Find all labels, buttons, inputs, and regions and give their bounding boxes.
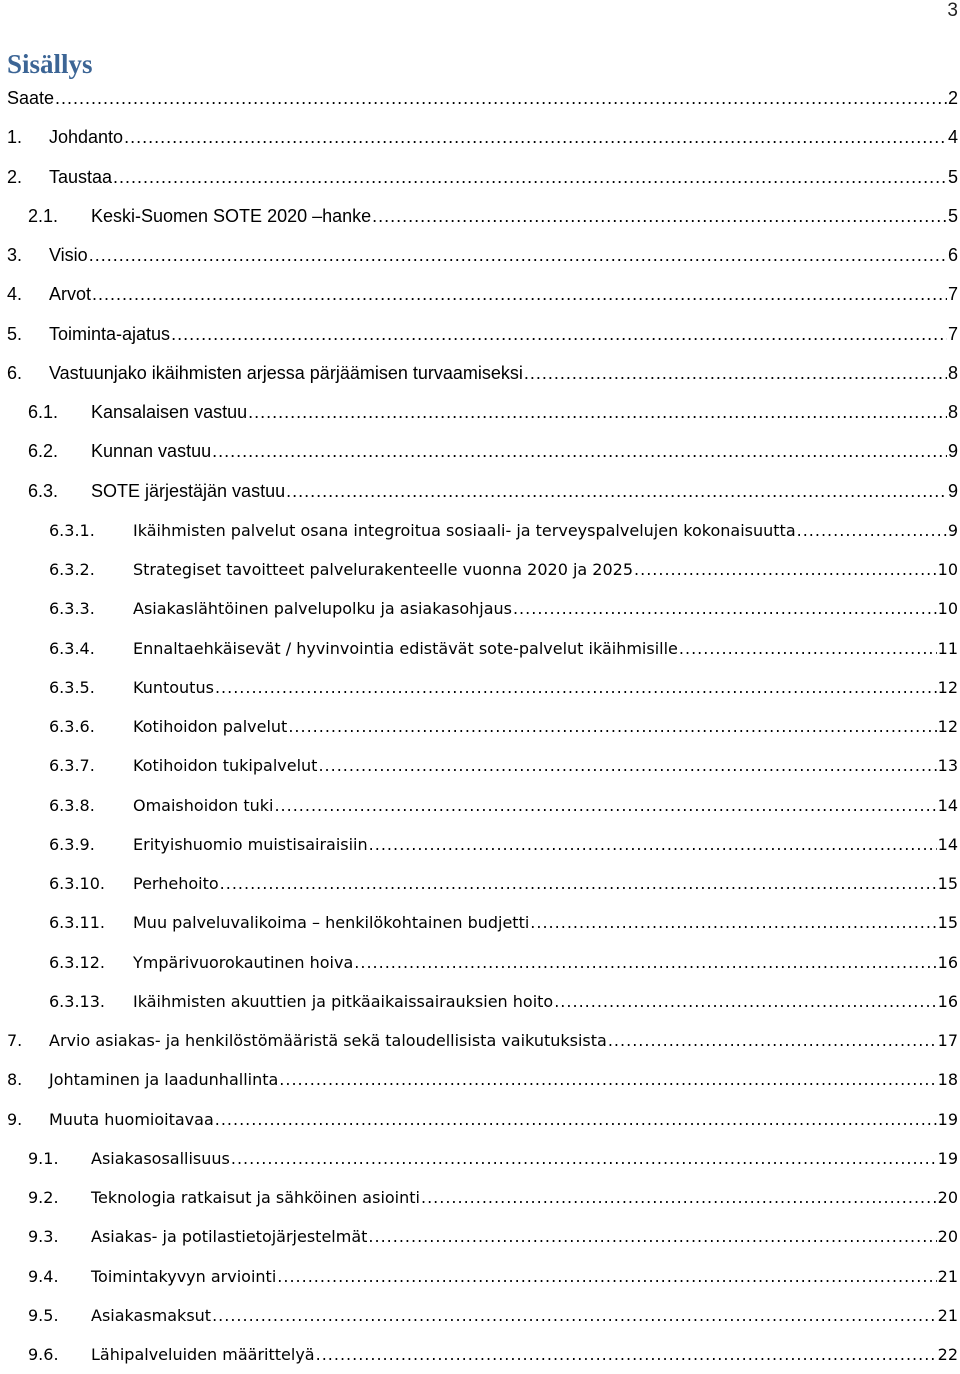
toc-entry-line (49, 1060, 958, 1099)
toc-entry-line (133, 943, 958, 982)
toc-entry-number: 6.3.7. (49, 756, 95, 776)
toc-entry-line (91, 393, 958, 432)
toc-entry-page[interactable]: 7 (947, 284, 958, 305)
toc-entry-page[interactable]: 10 (937, 599, 958, 619)
toc-entry-line (133, 903, 958, 942)
toc-entry[interactable] (0, 943, 960, 982)
table-of-contents (0, 79, 960, 1374)
toc-entry-number: 3. (7, 245, 23, 265)
toc-entry[interactable] (0, 472, 960, 511)
toc-entry-title[interactable]: Erityishuomio muistisairaisiin (133, 834, 368, 854)
toc-dot-leader (215, 1100, 937, 1139)
toc-entry-page[interactable]: 20 (937, 1188, 958, 1207)
toc-entry[interactable] (0, 315, 960, 354)
toc-entry-number: 4. (7, 284, 23, 305)
toc-entry-title[interactable]: Ennaltaehkäisevät / hyvinvointia edistävät sote-palvelut ikäihmisille (133, 638, 678, 658)
toc-entry-line (91, 1335, 958, 1374)
toc-entry-page[interactable]: 10 (937, 560, 958, 579)
toc-entry-page[interactable]: 5 (947, 205, 958, 226)
toc-entry-number: 6.3.12. (49, 952, 105, 972)
toc-entry[interactable] (0, 589, 960, 628)
toc-entry-title[interactable]: Asiakas- ja potilastietojärjestelmät (91, 1227, 368, 1247)
toc-entry-title[interactable]: Kotihoidon palvelut (133, 717, 288, 736)
toc-dot-leader (513, 589, 937, 628)
toc-dot-leader (124, 118, 947, 157)
toc-entry[interactable] (0, 158, 960, 197)
toc-entry-line (91, 1178, 958, 1217)
toc-entry-page[interactable]: 15 (937, 913, 958, 933)
page-number: 3 (947, 0, 958, 21)
toc-entry-line (91, 197, 958, 236)
toc-entry-line (49, 275, 958, 314)
toc-entry-page[interactable]: 13 (937, 756, 958, 776)
toc-entry-line (49, 354, 958, 393)
toc-entry-page[interactable]: 9 (947, 520, 958, 540)
toc-entry-number: 9. (7, 1109, 23, 1129)
toc-entry-page[interactable]: 17 (937, 1031, 958, 1050)
toc-entry-page[interactable]: 7 (947, 323, 958, 344)
toc-entry[interactable] (0, 864, 960, 903)
toc-dot-leader (89, 236, 947, 275)
toc-dot-leader (92, 275, 947, 314)
toc-entry-title[interactable]: Muuta huomioitavaa (49, 1109, 214, 1129)
toc-entry[interactable] (0, 707, 960, 746)
toc-dot-leader (212, 1296, 937, 1335)
toc-entry[interactable] (0, 1021, 960, 1060)
toc-entry-title[interactable]: Kuntoutus (133, 677, 214, 697)
toc-entry-title[interactable]: Ympärivuorokautinen hoiva (133, 952, 354, 972)
toc-entry[interactable] (0, 668, 960, 707)
toc-entry-title[interactable]: Kotihoidon tukipalvelut (133, 756, 318, 776)
toc-entry[interactable] (0, 275, 960, 314)
toc-entry-title[interactable]: SOTE järjestäjän vastuu (91, 480, 286, 501)
toc-entry-number: 9.2. (28, 1188, 59, 1207)
toc-entry-page[interactable]: 8 (947, 362, 958, 383)
toc-dot-leader (231, 1139, 937, 1178)
toc-entry-number: 6.3.4. (49, 638, 95, 658)
toc-entry-number: 9.5. (28, 1305, 59, 1325)
toc-entry[interactable] (0, 786, 960, 825)
toc-dot-leader (286, 472, 947, 511)
toc-entry-number: 6.3.8. (49, 795, 95, 815)
toc-entry-line (49, 236, 958, 275)
toc-entry[interactable] (0, 550, 960, 589)
toc-entry[interactable] (0, 1139, 960, 1178)
toc-dot-leader (274, 786, 936, 825)
toc-dot-leader (530, 903, 936, 942)
toc-dot-leader (171, 315, 947, 354)
toc-entry-title[interactable]: Saate (7, 88, 55, 108)
toc-dot-leader (215, 668, 937, 707)
toc-entry-page[interactable]: 15 (937, 874, 958, 893)
toc-entry-page[interactable]: 14 (937, 795, 958, 815)
toc-entry[interactable] (0, 511, 960, 550)
toc-entry-line (91, 1257, 958, 1296)
toc-entry-number: 9.6. (28, 1345, 59, 1364)
toc-dot-leader (421, 1178, 937, 1217)
toc-entry[interactable] (0, 118, 960, 157)
toc-entry-line (7, 79, 958, 118)
toc-entry-number: 2. (7, 166, 23, 187)
toc-dot-leader (277, 1257, 936, 1296)
toc-entry-title[interactable]: Teknologia ratkaisut ja sähköinen asiointi (91, 1188, 420, 1207)
toc-entry-title[interactable]: Asiakasmaksut (91, 1305, 212, 1325)
toc-entry[interactable] (0, 393, 960, 432)
toc-entry-number: 1. (7, 127, 23, 148)
toc-entry-page[interactable]: 12 (937, 717, 958, 736)
toc-dot-leader (554, 982, 936, 1021)
toc-entry-title[interactable]: Johtaminen ja laadunhallinta (49, 1070, 279, 1090)
toc-entry-title[interactable]: Toiminta-ajatus (49, 323, 171, 344)
toc-entry-title[interactable]: Ikäihmisten palvelut osana integroitua sosiaali- ja terveyspalvelujen kokonaisuutta (133, 520, 796, 540)
toc-entry-number: 6.1. (28, 402, 59, 422)
toc-dot-leader (55, 79, 947, 118)
toc-entry[interactable] (0, 1178, 960, 1217)
toc-entry-title[interactable]: Asiakasosallisuus (91, 1148, 230, 1168)
toc-entry-page[interactable]: 19 (937, 1109, 958, 1129)
toc-dot-leader (354, 943, 936, 982)
toc-entry-number: 9.4. (28, 1266, 59, 1286)
toc-entry[interactable] (0, 197, 960, 236)
toc-entry-number: 6.3.13. (49, 991, 105, 1011)
toc-dot-leader (372, 197, 947, 236)
toc-entry-line (133, 511, 958, 550)
toc-entry[interactable] (0, 982, 960, 1021)
toc-entry-line (133, 746, 958, 785)
toc-entry-number: 6.3.9. (49, 834, 95, 854)
toc-entry[interactable] (0, 1335, 960, 1374)
toc-entry[interactable] (0, 629, 960, 668)
toc-entry-line (91, 432, 958, 471)
toc-entry-line (91, 1139, 958, 1178)
toc-entry-line (133, 550, 958, 589)
toc-entry-line (49, 315, 958, 354)
toc-entry-title[interactable]: Perhehoito (133, 874, 219, 893)
toc-entry-page[interactable]: 4 (947, 127, 958, 148)
toc-entry-number: 6.3.11. (49, 913, 105, 933)
toc-entry-page[interactable]: 14 (937, 834, 958, 854)
toc-entry-page[interactable]: 16 (937, 952, 958, 972)
toc-entry[interactable] (0, 79, 960, 118)
toc-entry[interactable] (0, 432, 960, 471)
toc-dot-leader (369, 825, 937, 864)
toc-entry-title[interactable]: Ikäihmisten akuuttien ja pitkäaikaissairauksien hoito (133, 991, 554, 1011)
toc-entry-line (49, 118, 958, 157)
toc-entry-number: 2.1. (28, 205, 59, 226)
toc-entry-line (49, 1021, 958, 1060)
toc-dot-leader (524, 354, 947, 393)
toc-entry[interactable] (0, 825, 960, 864)
toc-entry-line (133, 982, 958, 1021)
toc-dot-leader (212, 432, 947, 471)
toc-entry[interactable] (0, 746, 960, 785)
toc-entry-line (49, 158, 958, 197)
toc-entry-number: 5. (7, 323, 23, 344)
toc-entry-title[interactable]: Toimintakyvyn arviointi (91, 1266, 277, 1286)
toc-dot-leader (608, 1021, 937, 1060)
toc-entry-line (133, 786, 958, 825)
toc-entry-number: 6.3.6. (49, 717, 95, 736)
toc-entry-page[interactable]: 20 (937, 1227, 958, 1247)
toc-entry-page[interactable]: 2 (947, 88, 958, 108)
toc-entry-number: 8. (7, 1070, 23, 1090)
toc-entry[interactable] (0, 1257, 960, 1296)
toc-entry-title[interactable]: Visio (49, 245, 88, 265)
toc-entry-title[interactable]: Lähipalveluiden määrittelyä (91, 1345, 315, 1364)
toc-entry-number: 6.3.2. (49, 560, 95, 579)
toc-entry[interactable] (0, 236, 960, 275)
toc-entry[interactable] (0, 1296, 960, 1335)
toc-entry-title[interactable]: Vastuunjako ikäihmisten arjessa pärjäämisen turvaamiseksi (49, 362, 523, 383)
toc-entry-line (133, 589, 958, 628)
toc-entry-number: 6. (7, 362, 23, 383)
toc-entry-number: 6.3. (28, 480, 59, 501)
toc-entry-page[interactable]: 21 (937, 1266, 958, 1286)
toc-entry-number: 6.3.1. (49, 520, 95, 540)
toc-entry-title[interactable]: Omaishoidon tuki (133, 795, 274, 815)
toc-entry[interactable] (0, 354, 960, 393)
toc-entry-page[interactable]: 21 (937, 1305, 958, 1325)
toc-dot-leader (288, 707, 936, 746)
toc-entry-line (133, 668, 958, 707)
toc-title: Sisällys (7, 49, 93, 79)
toc-entry-line (133, 864, 958, 903)
toc-entry-number: 6.2. (28, 441, 59, 462)
toc-dot-leader (248, 393, 947, 432)
toc-entry-page[interactable]: 16 (937, 991, 958, 1011)
toc-entry-page[interactable]: 19 (937, 1148, 958, 1168)
toc-entry-line (91, 472, 958, 511)
toc-entry-title[interactable]: Muu palveluvalikoima – henkilökohtainen budjetti (133, 913, 530, 933)
toc-dot-leader (113, 158, 947, 197)
toc-entry-title[interactable]: Strategiset tavoitteet palvelurakenteelle vuonna 2020 ja 2025 (133, 560, 634, 579)
toc-dot-leader (316, 1335, 937, 1374)
toc-entry-number: 9.1. (28, 1148, 59, 1168)
toc-entry-page[interactable]: 9 (947, 441, 958, 462)
toc-entry-number: 6.3.10. (49, 874, 105, 893)
toc-entry-title[interactable]: Kunnan vastuu (91, 441, 212, 462)
toc-entry-title[interactable]: Arvio asiakas- ja henkilöstömääristä sekä taloudellisista vaikutuksista (49, 1031, 607, 1050)
toc-entry[interactable] (0, 1100, 960, 1139)
toc-entry-page[interactable]: 22 (937, 1345, 958, 1364)
toc-entry-line (91, 1296, 958, 1335)
toc-entry[interactable] (0, 1217, 960, 1256)
toc-entry-number: 7. (7, 1031, 23, 1050)
toc-entry-page[interactable]: 12 (937, 677, 958, 697)
toc-entry-line (91, 1217, 958, 1256)
toc-entry-line (133, 629, 958, 668)
toc-entry-page[interactable]: 9 (947, 480, 958, 501)
toc-entry-page[interactable]: 8 (947, 402, 958, 422)
toc-entry-number: 9.3. (28, 1227, 59, 1247)
toc-entry-line (133, 825, 958, 864)
toc-entry-title[interactable]: Kansalaisen vastuu (91, 402, 248, 422)
toc-entry-number: 6.3.3. (49, 599, 95, 619)
toc-entry-title[interactable]: Arvot (49, 284, 92, 305)
toc-entry[interactable] (0, 1060, 960, 1099)
toc-entry-title[interactable]: Keski-Suomen SOTE 2020 –hanke (91, 205, 372, 226)
toc-dot-leader (220, 864, 937, 903)
toc-entry-number: 6.3.5. (49, 677, 95, 697)
toc-dot-leader (634, 550, 937, 589)
toc-entry-page[interactable]: 18 (937, 1070, 958, 1090)
toc-entry-page[interactable]: 11 (937, 638, 958, 658)
toc-dot-leader (368, 1217, 936, 1256)
toc-entry-title[interactable]: Johdanto (49, 127, 124, 148)
toc-entry-page[interactable]: 6 (947, 245, 958, 265)
toc-dot-leader (318, 746, 936, 785)
toc-dot-leader (679, 629, 937, 668)
toc-entry-title[interactable]: Taustaa (49, 166, 113, 187)
toc-entry-line (133, 707, 958, 746)
toc-entry-line (49, 1100, 958, 1139)
toc-dot-leader (279, 1060, 936, 1099)
toc-dot-leader (797, 511, 947, 550)
toc-entry-title[interactable]: Asiakaslähtöinen palvelupolku ja asiakasohjaus (133, 599, 512, 619)
toc-entry[interactable] (0, 903, 960, 942)
toc-entry-page[interactable]: 5 (947, 166, 958, 187)
